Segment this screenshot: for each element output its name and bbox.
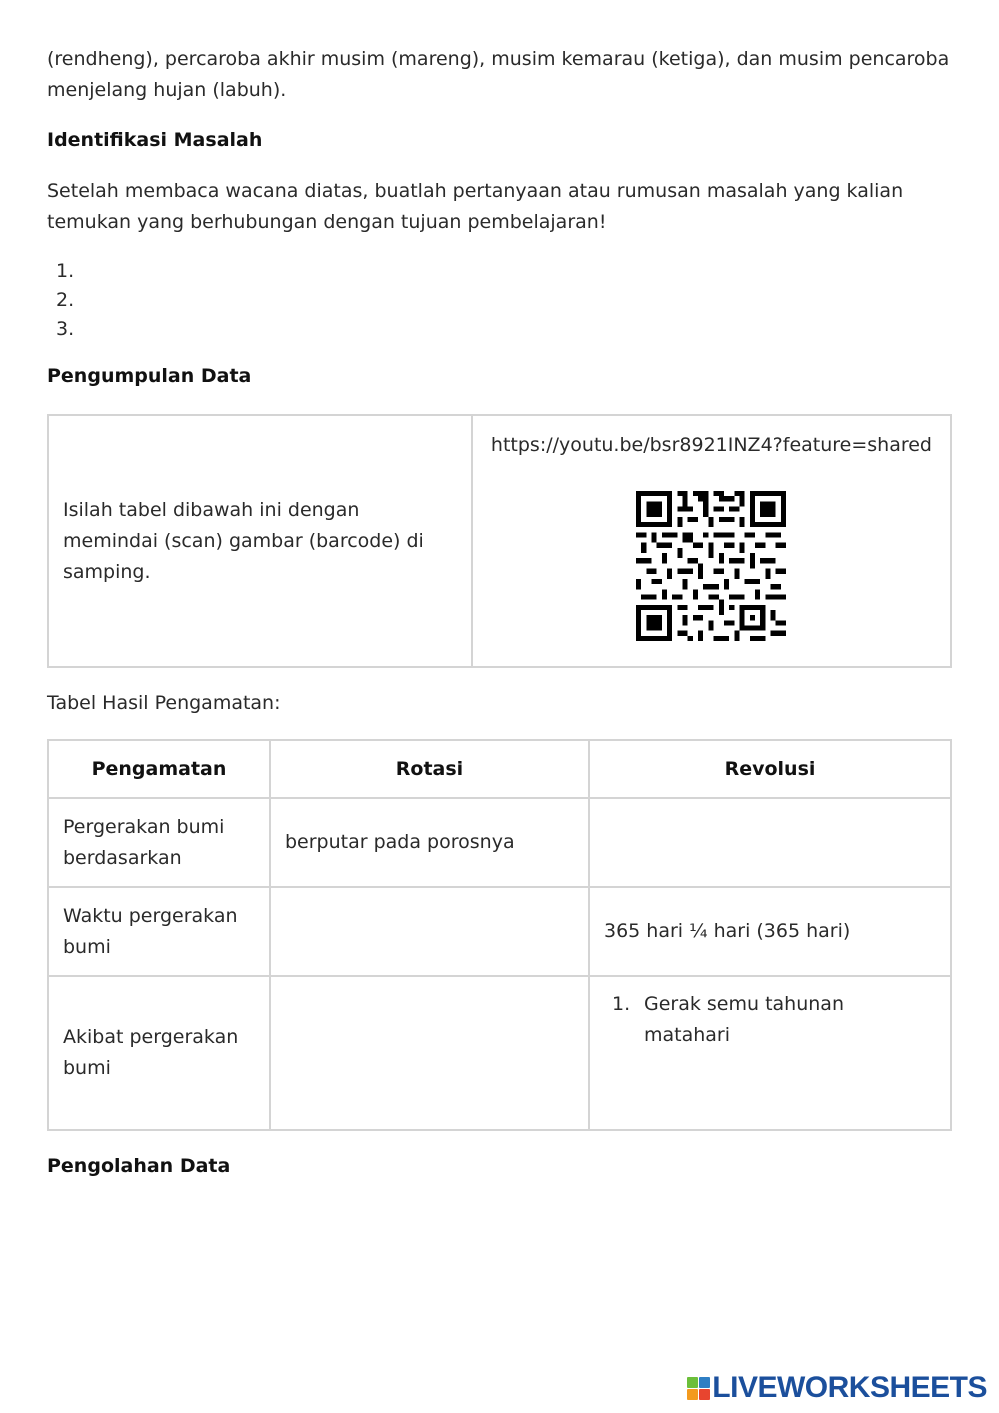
identifikasi-line-2: temukan yang berhubungan dengan tujuan pembelajaran! — [47, 211, 607, 233]
cell-text: Akibat pergerakan — [63, 1026, 239, 1048]
qr-cell — [472, 415, 951, 667]
identifikasi-line-1: Setelah membaca wacana diatas, buatlah pertanyaan atau rumusan masalah yang kalian — [47, 180, 904, 202]
table-row — [48, 887, 951, 976]
table-row — [48, 798, 951, 887]
qr-code-icon[interactable] — [636, 491, 786, 641]
observation-table — [47, 739, 952, 1131]
header-rotasi: Rotasi — [270, 740, 589, 798]
table-row — [48, 976, 951, 1130]
list-item: 3. — [56, 318, 75, 340]
identifikasi-paragraph — [47, 176, 903, 238]
table-header-row — [48, 740, 951, 798]
intro-line-1: (rendheng), percaroba akhir musim (mareng), musim kemarau (ketiga), dan musim pencaroba — [47, 48, 950, 70]
scan-instruction-line-3: samping. — [63, 560, 151, 583]
cell-text: bumi — [63, 935, 111, 958]
header-pengamatan: Pengamatan — [48, 740, 270, 798]
scan-instruction-line-2: memindai (scan) gambar (barcode) di — [63, 529, 424, 552]
liveworksheets-brand — [687, 1371, 987, 1405]
cell-pengamatan — [48, 887, 270, 976]
list-item: 2. — [56, 289, 75, 311]
intro-line-2: menjelang hujan (labuh). — [47, 79, 287, 101]
cell-revolusi[interactable] — [589, 976, 951, 1130]
brand-name: LIVEWORKSHEETS — [712, 1371, 987, 1404]
list-item: Gerak semu tahunan matahari — [644, 993, 844, 1046]
revolusi-list — [612, 989, 936, 1051]
cell-rotasi[interactable]: berputar pada porosnya — [270, 798, 589, 887]
cell-revolusi[interactable]: 365 hari ¼ hari (365 hari) — [589, 887, 951, 976]
scan-instruction-cell — [48, 415, 472, 667]
liveworksheets-logo-icon — [687, 1377, 710, 1400]
cell-rotasi[interactable] — [270, 976, 589, 1130]
cell-pengamatan — [48, 976, 270, 1130]
cell-text: Pergerakan bumi — [63, 815, 225, 838]
cell-text: bumi — [63, 1057, 111, 1079]
list-item: 1. — [56, 260, 75, 282]
pengumpulan-heading: Pengumpulan Data — [47, 365, 252, 387]
cell-text: berdasarkan — [63, 846, 182, 869]
intro-paragraph — [47, 44, 949, 106]
identifikasi-heading: Identifikasi Masalah — [47, 129, 263, 151]
list-number: 1. — [612, 993, 631, 1015]
pengolahan-heading: Pengolahan Data — [47, 1155, 231, 1177]
header-revolusi: Revolusi — [589, 740, 951, 798]
cell-text: Waktu pergerakan — [63, 904, 238, 927]
question-list — [56, 257, 74, 344]
cell-revolusi[interactable] — [589, 798, 951, 887]
scan-instruction-line-1: Isilah tabel dibawah ini dengan — [63, 498, 360, 521]
video-url[interactable]: https://youtu.be/bsr8921INZ4?feature=shared — [490, 434, 932, 456]
hasil-caption: Tabel Hasil Pengamatan: — [47, 692, 281, 714]
cell-rotasi[interactable] — [270, 887, 589, 976]
cell-pengamatan — [48, 798, 270, 887]
scan-table — [47, 414, 952, 668]
